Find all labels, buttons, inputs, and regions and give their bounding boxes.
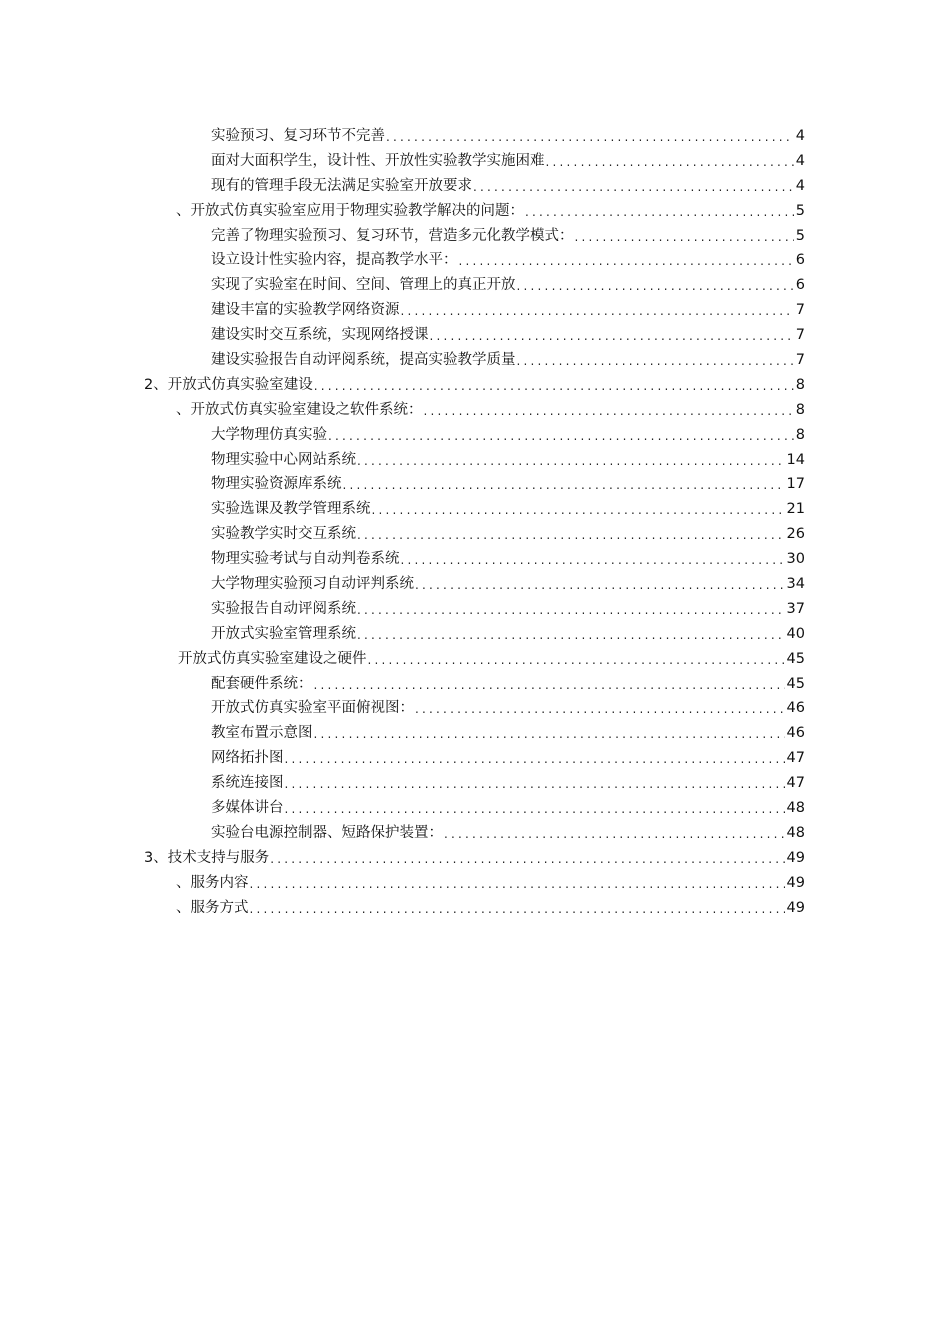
toc-entry-page: 45 (786, 650, 805, 667)
toc-leader-dots (517, 349, 794, 374)
toc-leader-dots (401, 299, 794, 324)
toc-entry-page: 37 (786, 600, 805, 617)
toc-leader-dots (459, 249, 794, 274)
toc-entry[interactable] (0, 821, 950, 846)
toc-entry-page: 14 (786, 451, 805, 468)
toc-entry[interactable] (0, 348, 950, 373)
toc-entry[interactable] (0, 248, 950, 273)
toc-entry-page: 30 (786, 551, 805, 568)
toc-entry-page: 5 (795, 227, 805, 244)
toc-entry-title: 大学物理仿真实验 (211, 426, 327, 443)
toc-entry-page: 8 (795, 426, 805, 443)
toc-leader-dots (546, 150, 794, 175)
toc-entry[interactable] (0, 672, 950, 697)
toc-entry[interactable] (0, 423, 950, 448)
toc-leader-dots (430, 324, 794, 349)
toc-entry-title: 现有的管理手段无法满足实验室开放要求 (211, 177, 472, 194)
toc-entry[interactable] (0, 871, 950, 896)
toc-leader-dots (386, 125, 794, 150)
toc-entry-page: 34 (786, 576, 805, 593)
toc-entry-title: 建设实验报告自动评阅系统，提高实验教学质量 (211, 352, 516, 369)
toc-entry-title: 、服务方式 (176, 899, 249, 916)
toc-leader-dots (314, 374, 794, 399)
toc-entry-title: 实验教学实时交互系统 (211, 526, 356, 543)
toc-leader-dots (444, 822, 785, 847)
toc-entry-page: 47 (786, 750, 805, 767)
toc-entry-title: 实现了实验室在时间、空间、管理上的真正开放 (211, 277, 516, 294)
toc-leader-dots (357, 623, 785, 648)
toc-leader-dots (250, 897, 785, 922)
toc-entry-page: 49 (786, 899, 805, 916)
toc-entry[interactable] (0, 522, 950, 547)
toc-entry[interactable] (0, 398, 950, 423)
toc-entry-page: 7 (795, 327, 805, 344)
toc-entry-title: 2、开放式仿真实验室建设 (144, 376, 313, 393)
toc-leader-dots (285, 772, 785, 797)
toc-entry-page: 40 (786, 625, 805, 642)
toc-entry-title: 多媒体讲台 (211, 800, 284, 817)
toc-entry-page: 8 (795, 401, 805, 418)
toc-entry[interactable] (0, 597, 950, 622)
toc-entry-title: 实验台电源控制器、短路保护装置： (211, 824, 443, 841)
toc-entry-title: 、开放式仿真实验室建设之软件系统： (176, 401, 423, 418)
toc-entry[interactable] (0, 472, 950, 497)
toc-leader-dots (368, 648, 785, 673)
toc-entry[interactable] (0, 323, 950, 348)
toc-entry-title: 实验预习、复习环节不完善 (211, 128, 385, 144)
toc-entry-title: 实验报告自动评阅系统 (211, 600, 356, 617)
toc-entry[interactable] (0, 273, 950, 298)
toc-entry[interactable] (0, 721, 950, 746)
toc-leader-dots (357, 598, 785, 623)
toc-entry-title: 、开放式仿真实验室应用于物理实验教学解决的问题： (176, 202, 524, 219)
toc-leader-dots (314, 722, 785, 747)
toc-entry-page: 17 (786, 476, 805, 493)
toc-entry-title: 网络拓扑图 (211, 750, 284, 767)
toc-leader-dots (328, 424, 794, 449)
toc-entry-page: 6 (795, 252, 805, 269)
toc-entry-page: 45 (786, 675, 805, 692)
toc-entry-page: 46 (786, 725, 805, 742)
toc-entry-title: 、服务内容 (176, 874, 249, 891)
toc-entry-page: 49 (786, 874, 805, 891)
toc-entry-page: 5 (795, 202, 805, 219)
toc-entry-title: 开放式仿真实验室平面俯视图： (211, 700, 414, 717)
toc-entry[interactable] (0, 846, 950, 871)
toc-entry[interactable] (0, 696, 950, 721)
toc-entry-page: 47 (786, 775, 805, 792)
toc-entry-title: 实验选课及教学管理系统 (211, 501, 371, 518)
toc-entry[interactable] (0, 547, 950, 572)
toc-leader-dots (357, 523, 785, 548)
toc-entry-title: 完善了物理实验预习、复习环节，营造多元化教学模式： (211, 227, 574, 244)
toc-entry[interactable] (0, 448, 950, 473)
toc-entry[interactable] (0, 497, 950, 522)
toc-entry[interactable] (0, 149, 950, 174)
toc-leader-dots (401, 548, 785, 573)
toc-entry-title: 物理实验资源库系统 (211, 476, 342, 493)
toc-entry-title: 大学物理实验预习自动评判系统 (211, 576, 414, 593)
toc-entry-page: 4 (795, 152, 805, 169)
toc-entry-page: 6 (795, 277, 805, 294)
toc-entry-title: 开放式仿真实验室建设之硬件 (178, 650, 367, 667)
toc-leader-dots (270, 847, 784, 872)
toc-entry-page: 46 (786, 700, 805, 717)
toc-entry-page: 4 (795, 177, 805, 194)
toc-entry-title: 面对大面积学生，设计性、开放性实验教学实施困难 (211, 152, 545, 169)
toc-entry-title: 配套硬件系统： (211, 675, 313, 692)
toc-entry[interactable] (0, 622, 950, 647)
toc-entry[interactable] (0, 572, 950, 597)
toc-entry-page: 48 (786, 800, 805, 817)
toc-leader-dots (343, 473, 785, 498)
toc-leader-dots (424, 399, 794, 424)
toc-entry-page: 48 (786, 824, 805, 841)
toc-leader-dots (250, 872, 785, 897)
toc-entry[interactable] (0, 896, 950, 921)
toc-entry-title: 物理实验中心网站系统 (211, 451, 356, 468)
toc-leader-dots (575, 225, 794, 250)
toc-entry-title: 建设实时交互系统，实现网络授课 (211, 327, 429, 344)
toc-entry-page: 21 (786, 501, 805, 518)
toc-entry-page: 7 (795, 352, 805, 369)
toc-leader-dots (314, 673, 785, 698)
toc-entry[interactable] (0, 124, 950, 149)
toc-leader-dots (415, 573, 785, 598)
toc-entry-title: 教室布置示意图 (211, 725, 313, 742)
toc-entry[interactable] (0, 746, 950, 771)
toc-leader-dots (372, 498, 785, 523)
toc-entry[interactable] (0, 298, 950, 323)
toc-entry-page: 26 (786, 526, 805, 543)
toc-leader-dots (357, 449, 785, 474)
toc-leader-dots (525, 200, 794, 225)
toc-entry-page: 7 (795, 302, 805, 319)
toc-entry-page: 49 (786, 849, 805, 866)
toc-entry-page: 4 (795, 128, 805, 144)
table-of-contents (0, 124, 950, 921)
toc-entry[interactable] (0, 174, 950, 199)
toc-entry-title: 开放式实验室管理系统 (211, 625, 356, 642)
toc-entry-title: 建设丰富的实验教学网络资源 (211, 302, 400, 319)
toc-entry-title: 系统连接图 (211, 775, 284, 792)
toc-entry-page: 8 (795, 376, 805, 393)
toc-leader-dots (285, 797, 785, 822)
toc-entry-title: 物理实验考试与自动判卷系统 (211, 551, 400, 568)
toc-entry[interactable] (0, 647, 950, 672)
toc-leader-dots (285, 747, 785, 772)
toc-entry[interactable] (0, 373, 950, 398)
toc-leader-dots (517, 274, 794, 299)
toc-entry[interactable] (0, 796, 950, 821)
toc-entry[interactable] (0, 771, 950, 796)
toc-leader-dots (415, 697, 785, 722)
toc-entry-title: 3、技术支持与服务 (144, 849, 270, 866)
toc-leader-dots (473, 175, 794, 200)
toc-entry[interactable] (0, 224, 950, 249)
toc-entry[interactable] (0, 199, 950, 224)
toc-entry-title: 设立设计性实验内容，提高教学水平： (211, 252, 458, 269)
